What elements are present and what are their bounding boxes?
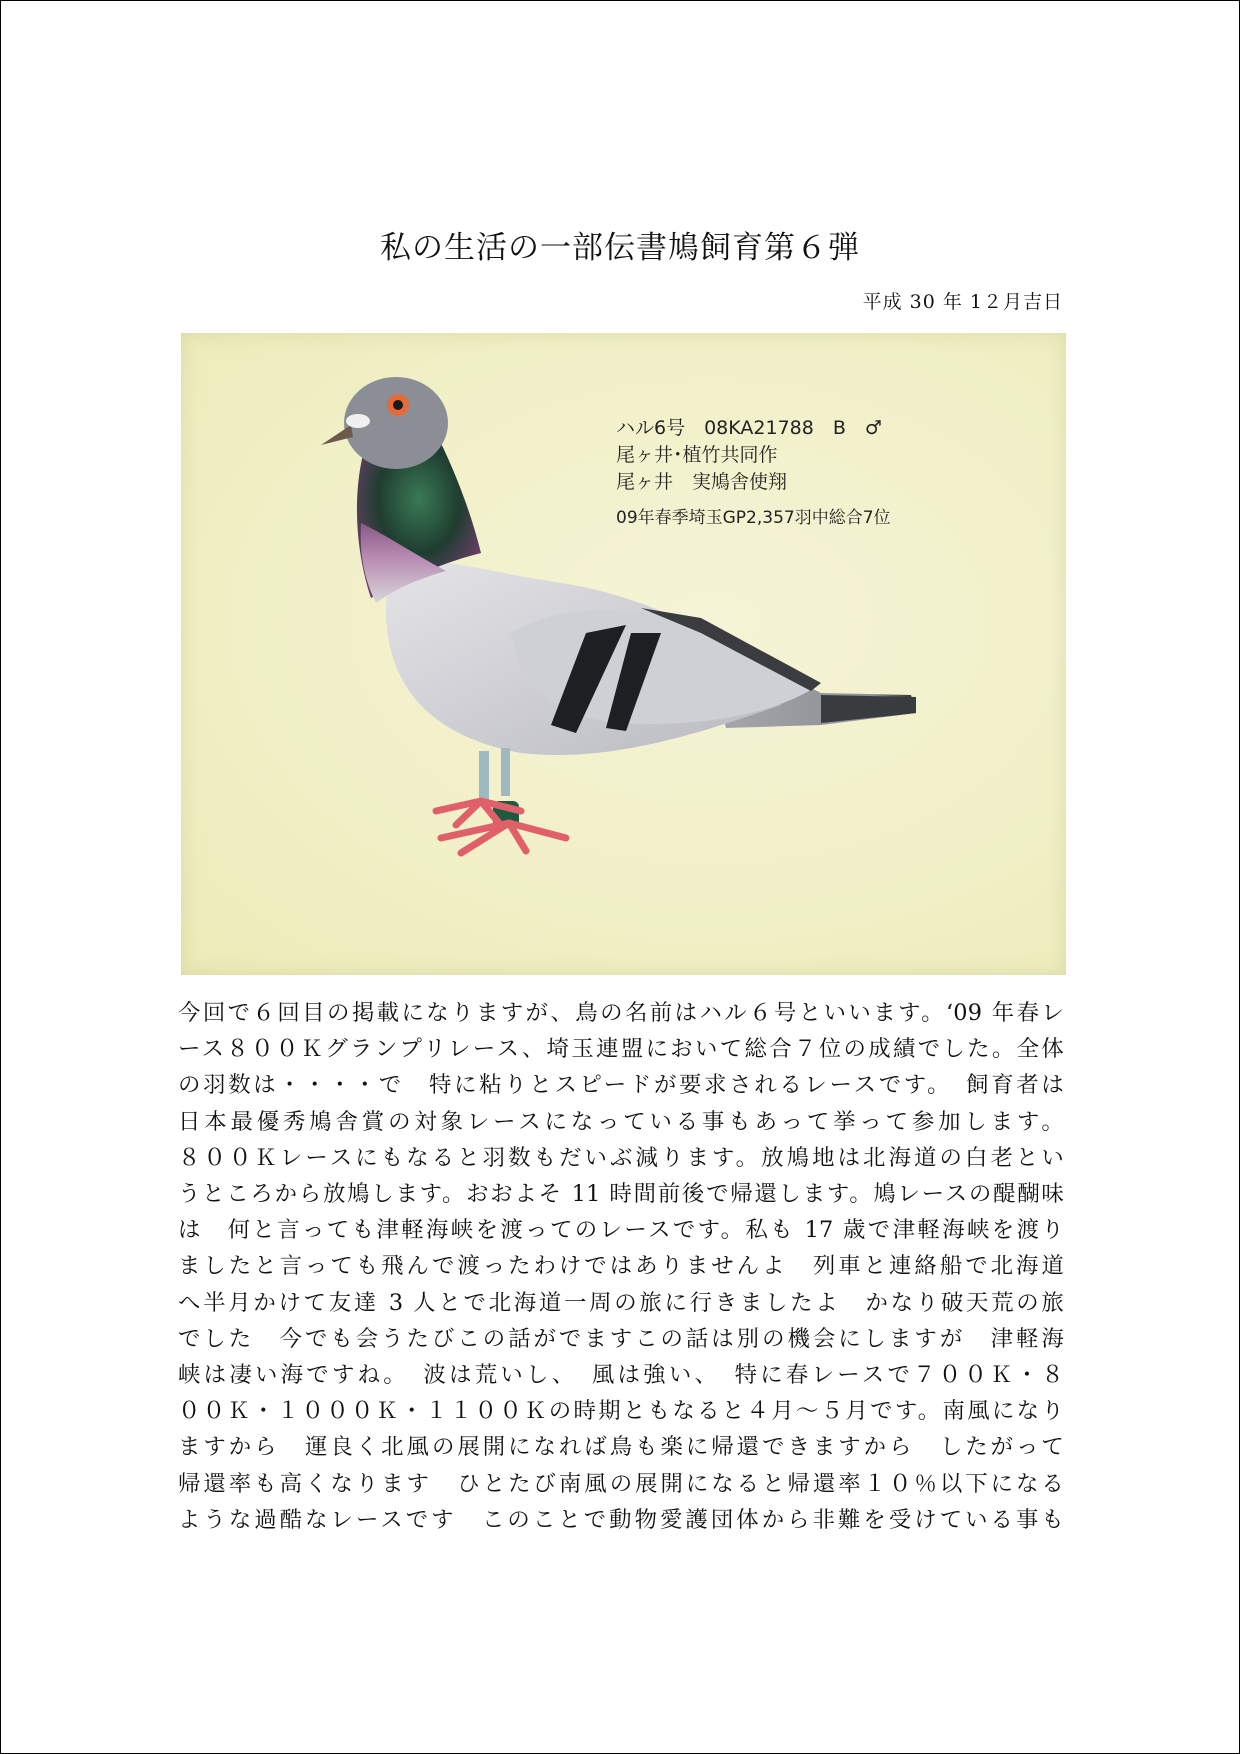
body-line: へ半月かけて友達 3 人とで北海道一周の旅に行きましたよ かなり破天荒の旅 <box>178 1289 1064 1316</box>
body-line: ましたと言っても飛んで渡ったわけではありませんよ 列車と連絡船で北海道 <box>178 1253 1064 1280</box>
body-line: は 何と言っても津軽海峡を渡ってのレースです。私も 17 歳で津軽海峡を渡り <box>178 1217 1064 1244</box>
body-line: ような過酷なレースです このことで動物愛護団体から非難を受けている事も <box>178 1506 1064 1533</box>
beak <box>321 425 353 445</box>
caption-line-name: ハル6号 08KA21788 B ♂ <box>616 417 882 439</box>
body-line: 帰還率も高くなります ひとたび南風の展開になると帰還率１０％以下になる <box>178 1470 1064 1497</box>
body-line: ますから 運良く北風の展開になれば鳥も楽に帰還できますから したがって <box>178 1434 1064 1461</box>
document-title: 私の生活の一部伝書鳩飼育第６弾 <box>380 230 860 266</box>
document-date: 平成 30 年 1２月吉日 <box>862 291 1063 313</box>
caption-line-loft: 尾ヶ井 実鳩舎使翔 <box>616 471 788 493</box>
body-line: ００Ｋ・１０００Ｋ・１１００Ｋの時期ともなると４月～５月です。南風になり <box>178 1398 1064 1425</box>
body-line: うところから放鳩します。おおよそ 11 時間前後で帰還します。鳩レースの醍醐味 <box>178 1181 1064 1208</box>
body-paragraph <box>178 995 1064 1538</box>
body-line: 日本最優秀鳩舎賞の対象レースになっている事もあって挙って参加します。 <box>178 1108 1064 1135</box>
photo-caption <box>616 415 891 532</box>
pigeon-photo <box>181 333 1066 975</box>
caption-line-result: 09年春季埼玉GP2,357羽中総合7位 <box>616 508 891 528</box>
body-line: 今回で６回目の掲載になりますが、鳥の名前はハル６号といいます。‘09 年春レ <box>178 1000 1064 1026</box>
body-line: でした 今でも会うたびこの話がでますこの話は別の機会にしますが 津軽海 <box>178 1325 1064 1352</box>
caption-line-breeders: 尾ヶ井･植竹共同作 <box>616 444 778 466</box>
body-line: 峡は凄い海ですね。 波は荒いし、 風は強い、 特に春レースで７００Ｋ・８ <box>178 1362 1064 1389</box>
body-line: ース８００Ｋグランプリレース、埼玉連盟において総合７位の成績でした。全体 <box>178 1036 1064 1063</box>
body-line: の羽数は・・・・で 特に粘りとスピードが要求されるレースです。 飼育者は <box>178 1072 1064 1099</box>
body-line: ８００Ｋレースにもなると羽数もだいぶ減ります。放鳩地は北海道の白老とい <box>178 1144 1064 1171</box>
